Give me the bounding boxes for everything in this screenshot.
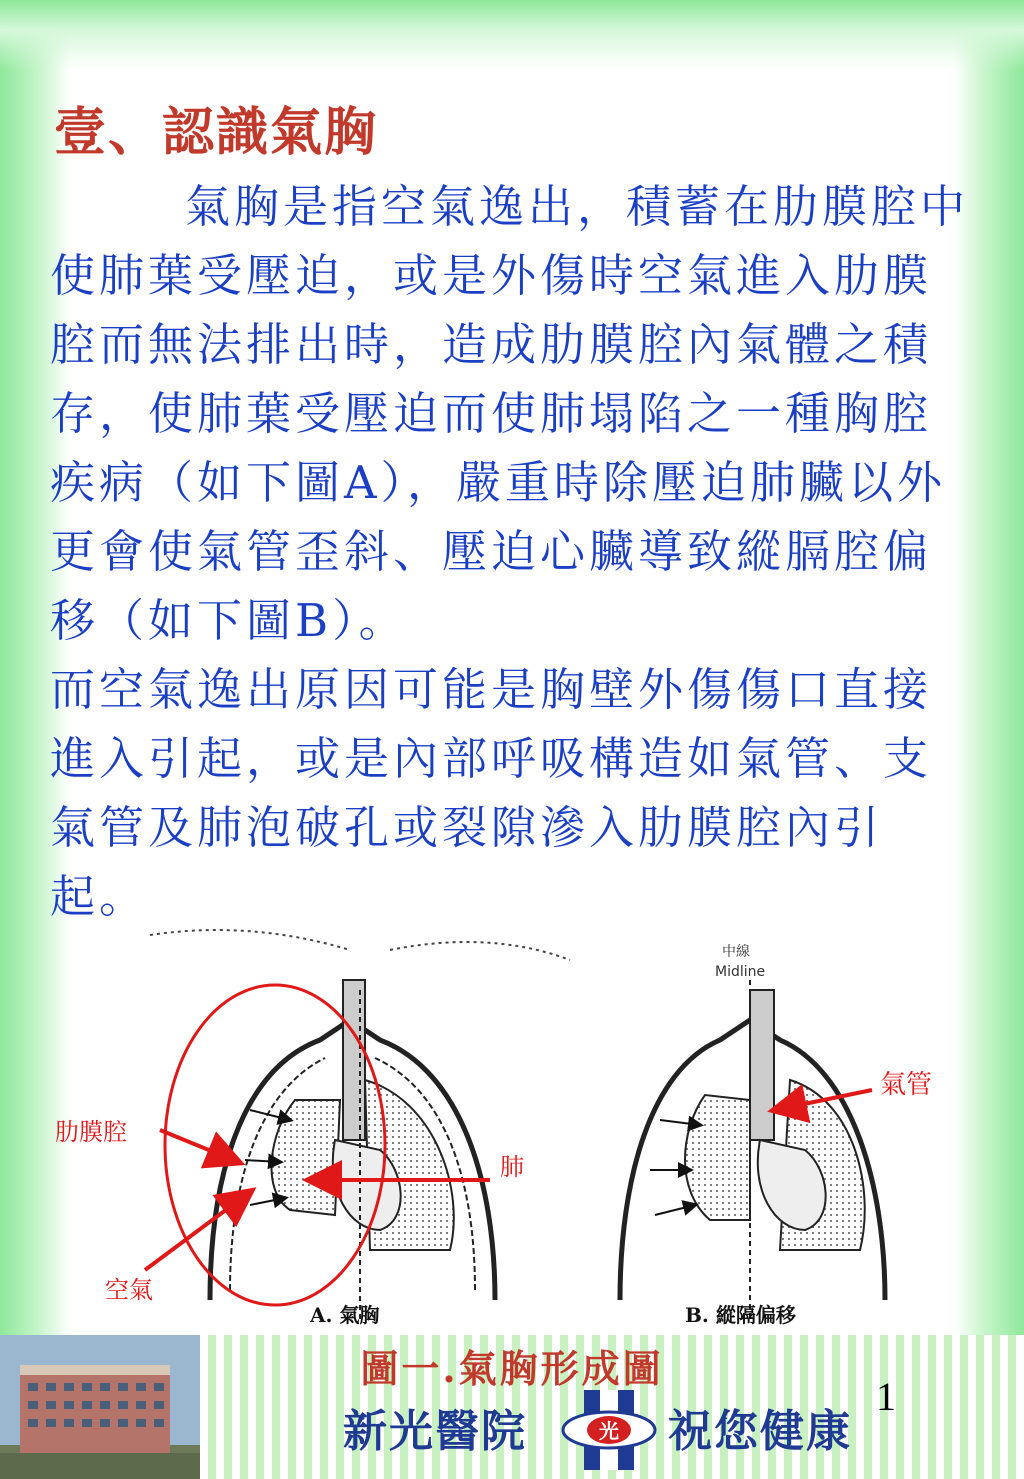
page-background-top xyxy=(0,0,1024,70)
panel-a-illustration xyxy=(150,930,570,1320)
label-trachea: 氣管 xyxy=(880,1070,933,1100)
label-pleural-cavity: 肋膜腔 xyxy=(55,1118,127,1146)
paragraph-definition: 氣胸是指空氣逸出，積蓄在肋膜腔中使肺葉受壓迫，或是外傷時空氣進入肋膜腔而無法排出時，造成肋膜腔內氣體之積存，使肺葉受壓迫而使肺塌陷之一種胸腔疾病（如下圖A），嚴重時除壓迫肺臟以外更會使氣管歪斜、壓迫心臟導致縱膈腔偏移（如下圖B）。 xyxy=(50,180,970,647)
label-panel-b: B. 縱隔偏移 xyxy=(685,1303,796,1327)
footer-hospital-name: 新光醫院 xyxy=(343,1406,527,1457)
panel-b-illustration xyxy=(620,980,885,1320)
label-midline-en: Midline xyxy=(715,964,766,980)
label-midline-cn: 中線 xyxy=(722,944,750,960)
label-panel-a: A. 氣胸 xyxy=(310,1303,380,1327)
page-number: 1 xyxy=(876,1374,896,1419)
figure-caption: 圖一.氣胸形成圖 xyxy=(360,1346,664,1391)
page-title: 壹、認識氣胸 xyxy=(54,102,379,163)
label-air: 空氣 xyxy=(105,1276,153,1304)
pneumothorax-figure xyxy=(55,930,980,1335)
pleural-arrow xyxy=(160,1130,238,1162)
label-lung: 肺 xyxy=(500,1153,524,1181)
hospital-logo-icon xyxy=(562,1390,656,1470)
body-text xyxy=(50,172,970,931)
footer-greeting: 祝您健康 xyxy=(668,1406,852,1457)
paragraph-causes: 而空氣逸出原因可能是胸壁外傷傷口直接進入引起，或是內部呼吸構造如氣管、支氣管及肺泡破孔或裂隙滲入肋膜腔內引起。 xyxy=(50,663,933,923)
logo-character: 光 xyxy=(599,1419,619,1443)
